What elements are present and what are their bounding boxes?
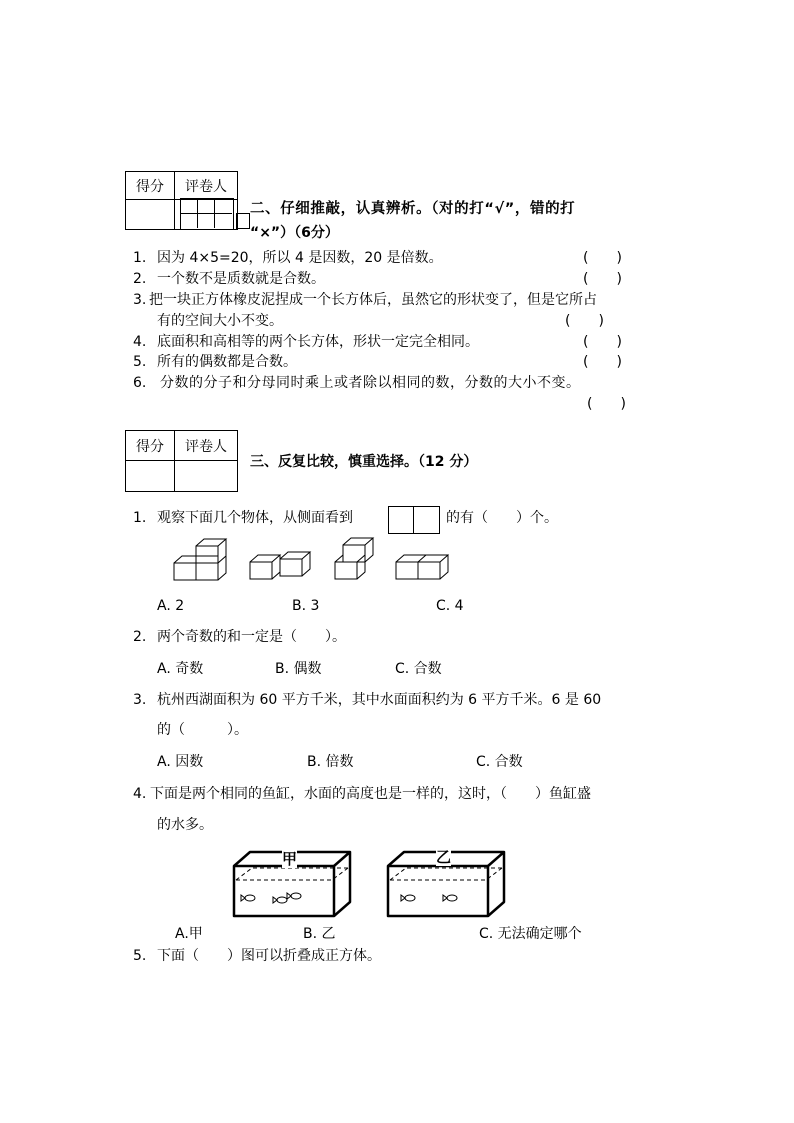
- question-text: 观察下面几个物体，从侧面看到: [157, 510, 353, 526]
- grid-artifact-line: [180, 213, 232, 214]
- answer-paren[interactable]: ( ): [583, 271, 622, 287]
- option-a[interactable]: A. 2: [157, 598, 185, 614]
- item-text: 底面积和高相等的两个长方体，形状一定完全相同。: [157, 334, 479, 350]
- option-c[interactable]: C. 无法确定哪个: [479, 926, 582, 942]
- question-num: 4.: [133, 786, 147, 802]
- item-num: 3.: [133, 292, 147, 308]
- option-a[interactable]: A.甲: [175, 926, 203, 942]
- option-c[interactable]: C. 合数: [476, 754, 523, 770]
- option-b[interactable]: B. 3: [292, 598, 320, 614]
- question-text: 下面是两个相同的鱼缸，水面的高度也是一样的，这时，（ ）鱼缸盛: [150, 786, 591, 802]
- item-num: 4.: [133, 334, 147, 350]
- score-table-section3: [125, 430, 238, 492]
- section3-title: 三、反复比较，慎重选择。（12 分）: [250, 454, 478, 470]
- item-text: 一个数不是质数就是合数。: [157, 271, 325, 287]
- question-num: 2.: [133, 629, 147, 645]
- reviewer-cell[interactable]: [175, 461, 238, 492]
- answer-paren[interactable]: ( ): [565, 313, 604, 329]
- score-label: 得分: [126, 172, 175, 200]
- score-cell[interactable]: [126, 461, 175, 492]
- side-view-divider: [413, 506, 414, 533]
- grid-artifact: [236, 213, 250, 229]
- reviewer-label: 评卷人: [175, 431, 238, 461]
- item-num: 5.: [133, 354, 147, 370]
- option-c[interactable]: C. 合数: [395, 661, 442, 677]
- answer-paren[interactable]: ( ): [583, 334, 622, 350]
- section2-title: 二、仔细推敲，认真辨析。（对的打“√”，错的打: [250, 201, 576, 217]
- item-num: 6.: [133, 375, 147, 391]
- option-b[interactable]: B. 倍数: [307, 754, 354, 770]
- cube-figure-1: [174, 539, 226, 580]
- question-text-line2: 的水多。: [157, 817, 213, 833]
- option-c[interactable]: C. 4: [436, 598, 464, 614]
- question-text-line2: 的（ ）。: [157, 722, 248, 738]
- side-view-figure: [388, 506, 440, 534]
- item-text: 分数的分子和分母同时乘上或者除以相同的数，分数的大小不变。: [160, 375, 581, 391]
- section2-title-line2: “×”）（6分）: [250, 225, 339, 241]
- cube-figure-2: [250, 552, 310, 579]
- cube-figure-4: [396, 555, 448, 579]
- grid-artifact: [180, 198, 234, 230]
- item-text: 把一块正方体橡皮泥捏成一个长方体后，虽然它的形状变了，但是它所占: [149, 292, 597, 308]
- answer-paren[interactable]: ( ): [587, 396, 626, 412]
- cube-figure-3: [335, 538, 373, 579]
- option-a[interactable]: A. 因数: [157, 754, 204, 770]
- question-text: 杭州西湖面积为 60 平方千米，其中水面面积约为 6 平方千米。6 是 60: [157, 692, 602, 708]
- answer-paren[interactable]: ( ): [583, 354, 622, 370]
- question-text: 两个奇数的和一定是（ ）。: [157, 629, 346, 645]
- cube-figures: [170, 535, 440, 585]
- question-num: 1.: [133, 510, 147, 526]
- tank-label-b: 乙: [436, 848, 452, 866]
- item-text: 所有的偶数都是合数。: [157, 354, 297, 370]
- item-text: 因为 4×5=20，所以 4 是因数，20 是倍数。: [157, 250, 443, 266]
- option-a[interactable]: A. 奇数: [157, 661, 204, 677]
- fish-tank-figures: [230, 850, 510, 920]
- question-num: 3.: [133, 692, 147, 708]
- question-num: 5.: [133, 948, 147, 964]
- reviewer-label: 评卷人: [175, 172, 238, 200]
- score-label: 得分: [126, 431, 175, 461]
- question-text-after: 的有（ ）个。: [446, 510, 558, 526]
- item-num: 2.: [133, 271, 147, 287]
- item-num: 1.: [133, 250, 147, 266]
- answer-paren[interactable]: ( ): [583, 250, 622, 266]
- score-cell[interactable]: [126, 200, 175, 230]
- option-b[interactable]: B. 乙: [303, 926, 336, 942]
- question-text: 下面（ ）图可以折叠成正方体。: [157, 948, 381, 964]
- option-b[interactable]: B. 偶数: [275, 661, 322, 677]
- tank-label-a: 甲: [282, 850, 298, 868]
- item-text-line2: 有的空间大小不变。: [157, 313, 283, 329]
